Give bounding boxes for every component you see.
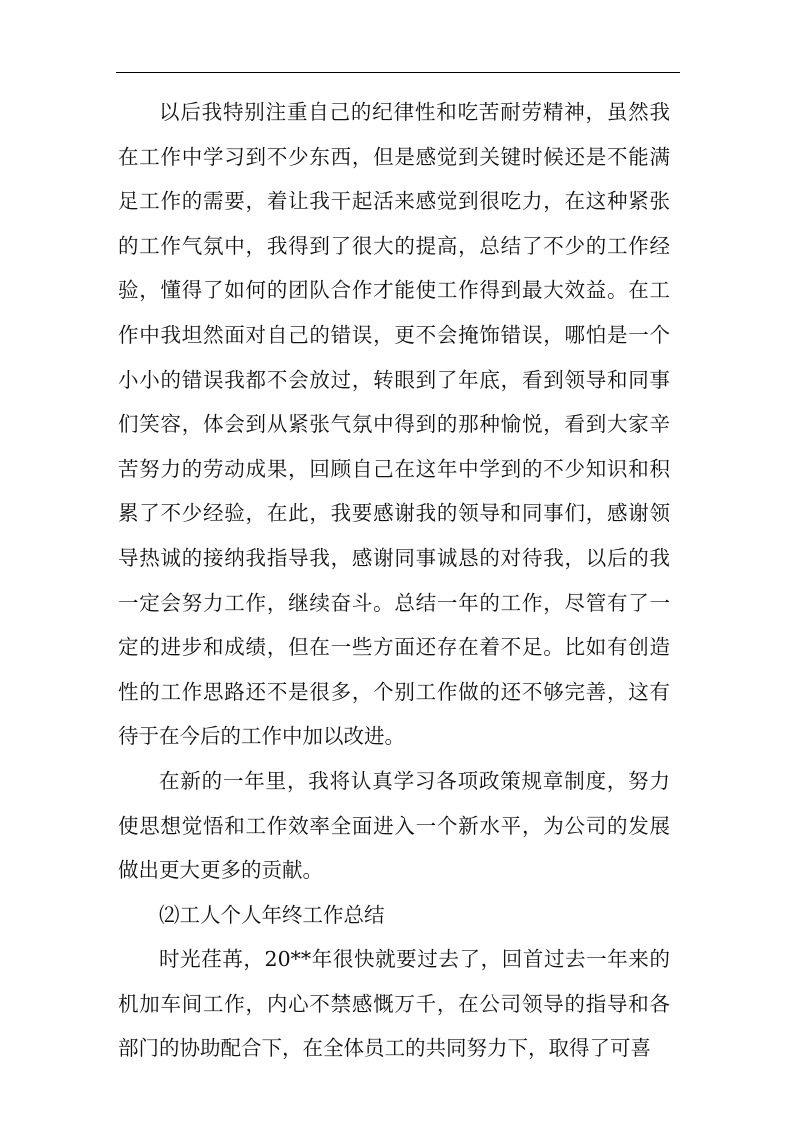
paragraph-1: 以后我特别注重自己的纪律性和吃苦耐劳精神，虽然我在工作中学习到不少东西，但是感觉到关键时候还是不能满足工作的需要，着让我干起活来感觉到很吃力，在这种紧张的工作气氛中，我得到了很大的提高，总结了不少的工作经验，懂得了如何的团队合作才能使工作得到最大效益。在工作中我坦然面对自己的错误，更不会掩饰错误，哪怕是一个小小的错误我都不会放过，转眼到了年底，看到领导和同事们笑容，体会到从紧张气氛中得到的那种愉悦，看到大家辛苦努力的劳动成果，回顾自己在这年中学到的不少知识和积累了不少经验，在此，我要感谢我的领导和同事们，感谢领导热诚的接纳我指导我，感谢同事诚恳的对待我，以后的我一定会努力工作，继续奋斗。总结一年的工作，尽管有了一定的进步和成绩，但在一些方面还存在着不足。比如有创造性的工作思路还不是很多，个别工作做的还不够完善，这有待于在今后的工作中加以改进。	[118, 100, 670, 749]
header-rule	[116, 72, 680, 73]
paragraph-3: 时光荏苒，20**年很快就要过去了，回首过去一年来的机加车间工作，内心不禁感慨万千，在公司领导的指导和各部门的协助配合下，在全体员工的共同努力下，取得了可喜	[118, 947, 670, 1061]
document-body	[118, 90, 670, 1071]
section-heading: ⑵工人个人年终工作总结	[159, 902, 385, 927]
paragraph-2: 在新的一年里，我将认真学习各项政策规章制度，努力使思想觉悟和工作效率全面进入一个新水平，为公司的发展做出更大更多的贡献。	[118, 768, 670, 883]
